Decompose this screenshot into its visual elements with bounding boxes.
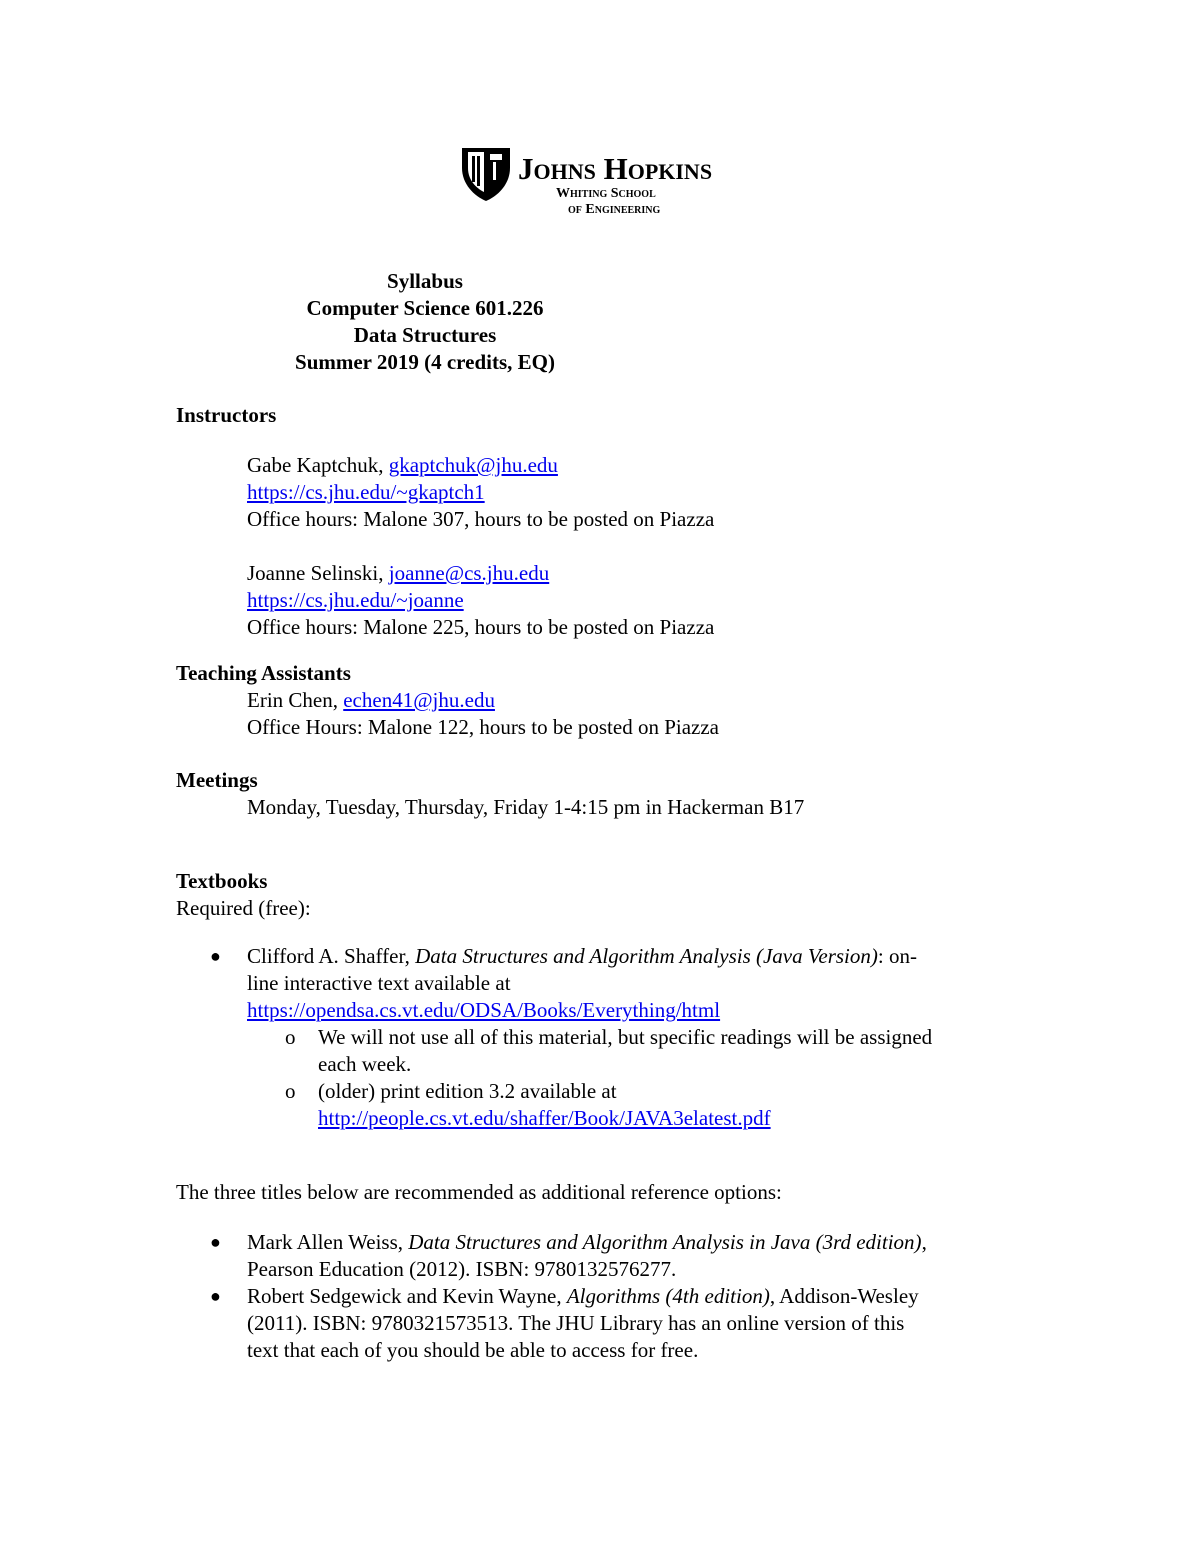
required-book-list: [176, 943, 1026, 1132]
circle-bullet-icon: o: [285, 1079, 296, 1103]
required-book-sublist: [247, 1024, 1026, 1132]
instructor-1: [176, 452, 1026, 533]
bullet-icon: ●: [210, 946, 221, 966]
instructors-heading: Instructors: [176, 403, 277, 427]
meetings-text: Monday, Tuesday, Thursday, Friday 1-4:15 pm in Hackerman B17: [247, 795, 805, 819]
required-label: Required (free):: [176, 896, 311, 920]
tas-section: [176, 660, 1026, 741]
bullet-icon: ●: [210, 1286, 221, 1306]
list-item: ● Clifford A. Shaffer, Data Structures and Algorithm Analysis (Java Version): on- line interactive text available at https://opendsa.cs.vt.edu/ODSA/Books/Everything/html o We will not use all of this material, but specific readings will be assigned each week. o (older) print edition 3.2 available at http://people.cs.vt.edu/shaffer/Book/JAVA3elatest.pdf: [176, 943, 1026, 1132]
bullet-icon: ●: [210, 1232, 221, 1252]
doc-title: Syllabus: [387, 269, 463, 293]
course-name: Data Structures: [353, 323, 497, 347]
recommended-section: [176, 1179, 1026, 1364]
list-item: o We will not use all of this material, but specific readings will be assigned each week.: [285, 1025, 933, 1076]
logo-wordmark: Johns Hopkins: [518, 151, 713, 186]
recommended-intro: The three titles below are recommended as additional reference options:: [176, 1180, 782, 1204]
instructor-name: Gabe Kaptchuk,: [247, 453, 389, 477]
list-item: ● Mark Allen Weiss, Data Structures and Algorithm Analysis in Java (3rd edition), Pearson Education (2012). ISBN: 9780132576277.: [210, 1230, 927, 1281]
logo-subtitle-2: of Engineering: [568, 202, 661, 217]
syllabus-title-block: [0, 268, 850, 376]
book-title: Data Structures and Algorithm Analysis (Java Version): [415, 944, 878, 968]
course-term: Summer 2019 (4 credits, EQ): [295, 350, 555, 374]
print-edition-link[interactable]: http://people.cs.vt.edu/shaffer/Book/JAVA3elatest.pdf: [318, 1106, 771, 1130]
list-item: o (older) print edition 3.2 available at http://people.cs.vt.edu/shaffer/Book/JAVA3elatest.pdf: [285, 1079, 771, 1130]
meetings-heading: Meetings: [176, 768, 258, 792]
shield-icon: [460, 146, 512, 202]
instructor-office-hours: Office hours: Malone 225, hours to be posted on Piazza: [247, 615, 715, 639]
instructor-office-hours: Office hours: Malone 307, hours to be posted on Piazza: [247, 507, 715, 531]
opendsa-link[interactable]: https://opendsa.cs.vt.edu/ODSA/Books/Everything/html: [247, 998, 721, 1022]
tas-heading: Teaching Assistants: [176, 661, 351, 685]
textbooks-section: [176, 868, 1026, 1132]
instructor-email-link[interactable]: joanne@cs.jhu.edu: [388, 561, 550, 585]
instructor-homepage-link[interactable]: https://cs.jhu.edu/~gkaptch1: [247, 480, 485, 504]
meetings-section: [176, 767, 1026, 821]
book-title: Algorithms (4th edition): [566, 1284, 770, 1308]
ta-email-link[interactable]: echen41@jhu.edu: [343, 688, 495, 712]
circle-bullet-icon: o: [285, 1025, 296, 1049]
course-number: Computer Science 601.226: [306, 296, 544, 320]
ta-office-hours: Office Hours: Malone 122, hours to be posted on Piazza: [247, 715, 720, 739]
book-title: Data Structures and Algorithm Analysis in Java (3rd edition): [408, 1230, 922, 1254]
jhu-logo: [460, 146, 750, 224]
instructor-name: Joanne Selinski,: [247, 561, 389, 585]
instructor-homepage-link[interactable]: https://cs.jhu.edu/~joanne: [247, 588, 464, 612]
recommended-book-list: [176, 1229, 1026, 1364]
list-item: ● Robert Sedgewick and Kevin Wayne, Algorithms (4th edition), Addison-Wesley (2011). ISBN: 9780321573513. The JHU Library has an online version of this text that each of you should be able to access for free.: [210, 1284, 919, 1362]
ta-name: Erin Chen,: [247, 688, 344, 712]
instructor-email-link[interactable]: gkaptchuk@jhu.edu: [388, 453, 558, 477]
instructor-2: [176, 560, 1026, 641]
instructors-section: [176, 402, 1026, 641]
textbooks-heading: Textbooks: [176, 869, 268, 893]
logo-subtitle-1: Whiting School: [556, 186, 656, 201]
